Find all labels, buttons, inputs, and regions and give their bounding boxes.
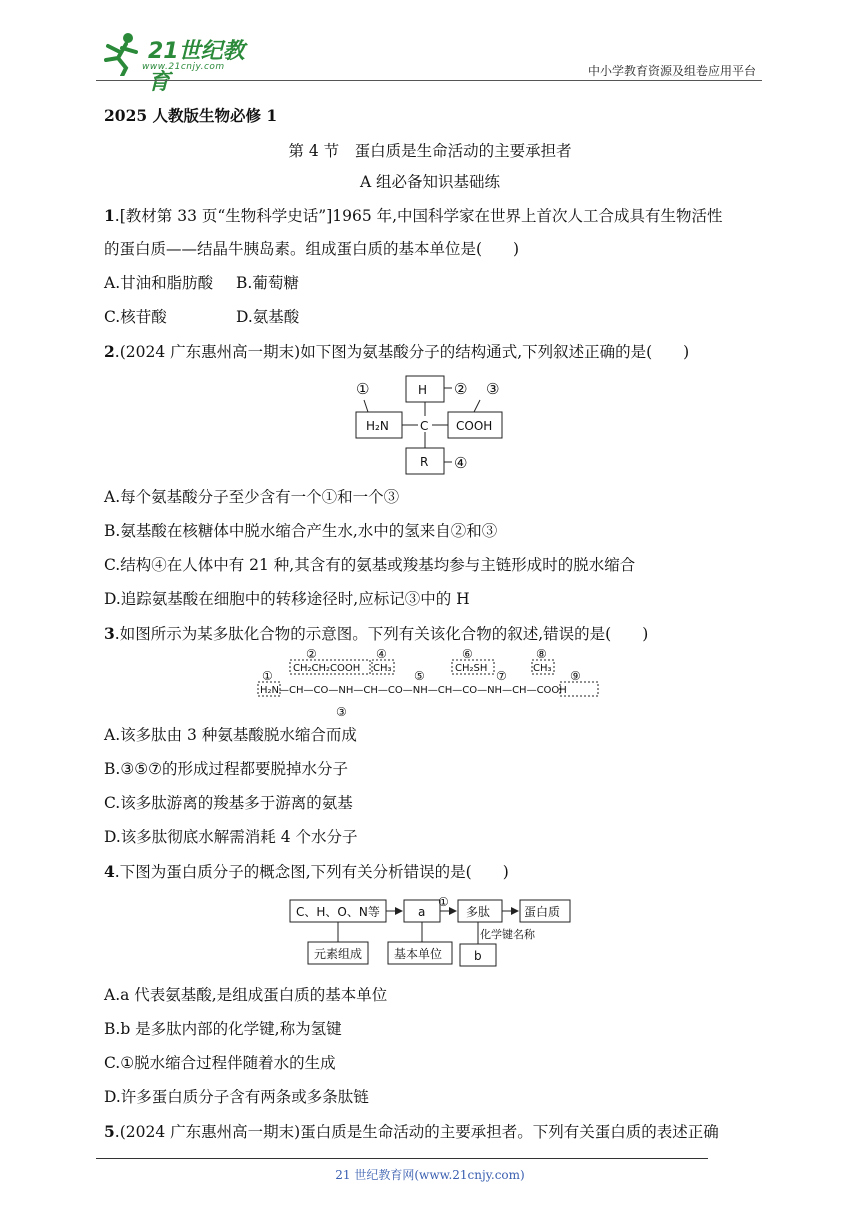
- option-1b: B.葡萄糖: [236, 274, 299, 292]
- section-title: 第 4 节 蛋白质是生命活动的主要承担者: [288, 142, 572, 160]
- r-group-3: CH₂SH: [455, 663, 488, 674]
- option-4d: D.许多蛋白质分子含有两条或多条肽链: [104, 1088, 369, 1106]
- header-divider: [96, 80, 762, 81]
- option-3b: B.③⑤⑦的形成过程都要脱掉水分子: [104, 760, 349, 778]
- amino-group-label: H₂N: [366, 419, 389, 433]
- concept-step-1: ①: [438, 895, 449, 909]
- concept-elements: C、H、O、N等: [296, 905, 380, 919]
- runner-icon: [96, 30, 146, 76]
- platform-name: 中小学教育资源及组卷应用平台: [587, 64, 756, 78]
- peptide-marker-7: ⑦: [496, 669, 507, 683]
- peptide-marker-6: ⑥: [462, 647, 473, 661]
- question-1-line-2: 的蛋白质——结晶牛胰岛素。组成蛋白质的基本单位是( ): [104, 240, 520, 258]
- option-2b: B.氨基酸在核糖体中脱水缩合产生水,水中的氢来自②和③: [104, 522, 498, 540]
- peptide-marker-4: ④: [376, 647, 387, 661]
- peptide-marker-5: ⑤: [414, 669, 425, 683]
- peptide-backbone: H₂N—CH—CO—NH—CH—CO—NH—CH—CO—NH—CH—COOH: [260, 685, 567, 696]
- site-logo: [96, 30, 266, 95]
- marker-3: ③: [486, 380, 500, 398]
- peptide-marker-1: ①: [262, 669, 273, 683]
- concept-bond-name: 化学键名称: [480, 928, 535, 941]
- option-2a: A.每个氨基酸分子至少含有一个①和一个③: [104, 488, 400, 506]
- r-group-1: CH₂CH₂COOH: [293, 663, 361, 674]
- alpha-carbon-label: C: [420, 419, 429, 433]
- marker-4: ④: [454, 454, 468, 472]
- option-4b: B.b 是多肽内部的化学键,称为氢键: [104, 1020, 342, 1038]
- polypeptide-diagram: [254, 646, 614, 720]
- option-3d: D.该多肽彻底水解需消耗 4 个水分子: [104, 828, 358, 846]
- marker-2: ②: [454, 380, 468, 398]
- h-label: H: [418, 383, 428, 397]
- option-3c: C.该多肽游离的羧基多于游离的氨基: [104, 794, 353, 812]
- book-title: 2025 人教版生物必修 1: [104, 106, 278, 125]
- r-group-label: R: [420, 455, 429, 469]
- concept-element-composition: 元素组成: [314, 947, 363, 961]
- logo-url: www.21cnjy.com: [142, 62, 225, 72]
- concept-protein: 蛋白质: [524, 905, 561, 919]
- group-title: A 组必备知识基础练: [359, 173, 501, 191]
- concept-polypeptide: 多肽: [466, 905, 491, 919]
- option-3a: A.该多肽由 3 种氨基酸脱水缩合而成: [104, 726, 357, 744]
- amino-acid-diagram: [350, 372, 510, 478]
- footer-divider: [96, 1158, 708, 1159]
- peptide-marker-9: ⑨: [570, 669, 581, 683]
- option-4a: A.a 代表氨基酸,是组成蛋白质的基本单位: [104, 986, 388, 1004]
- r-group-4: CH₃: [533, 663, 552, 674]
- protein-concept-map: [288, 894, 578, 968]
- carboxyl-group-label: COOH: [456, 419, 493, 433]
- option-1d: D.氨基酸: [236, 308, 300, 326]
- option-1a: A.甘油和脂肪酸: [104, 274, 214, 292]
- marker-1: ①: [356, 380, 370, 398]
- page-header: [96, 30, 762, 95]
- logo-text: 21世纪教育: [148, 39, 245, 95]
- option-4c: C.①脱水缩合过程伴随着水的生成: [104, 1054, 336, 1072]
- footer-text: 21 世纪教育网(www.21cnjy.com): [335, 1168, 525, 1182]
- question-5-stem: 5.(2024 广东惠州高一期末)蛋白质是生命活动的主要承担者。下列有关蛋白质的表述正确: [104, 1122, 719, 1141]
- peptide-marker-2: ②: [306, 647, 317, 661]
- question-4-stem: 4.下图为蛋白质分子的概念图,下列有关分析错误的是( ): [104, 862, 509, 881]
- peptide-marker-3: ③: [336, 705, 347, 719]
- concept-b: b: [474, 949, 482, 963]
- concept-basic-unit: 基本单位: [394, 947, 443, 961]
- question-2-stem: 2.(2024 广东惠州高一期末)如下图为氨基酸分子的结构通式,下列叙述正确的是( ): [104, 342, 690, 361]
- r-group-2: CH₃: [373, 663, 392, 674]
- option-2c: C.结构④在人体中有 21 种,其含有的氨基或羧基均参与主链形成时的脱水缩合: [104, 556, 636, 574]
- option-1c: C.核苷酸: [104, 308, 167, 326]
- option-2d: D.追踪氨基酸在细胞中的转移途径时,应标记③中的 H: [104, 590, 470, 608]
- peptide-marker-8: ⑧: [536, 647, 547, 661]
- question-1-line-1: 1.[教材第 33 页“生物科学史话”]1965 年,中国科学家在世界上首次人工合成具有生物活性: [104, 206, 723, 225]
- concept-a: a: [418, 905, 426, 919]
- question-3-stem: 3.如图所示为某多肽化合物的示意图。下列有关该化合物的叙述,错误的是( ): [104, 624, 649, 643]
